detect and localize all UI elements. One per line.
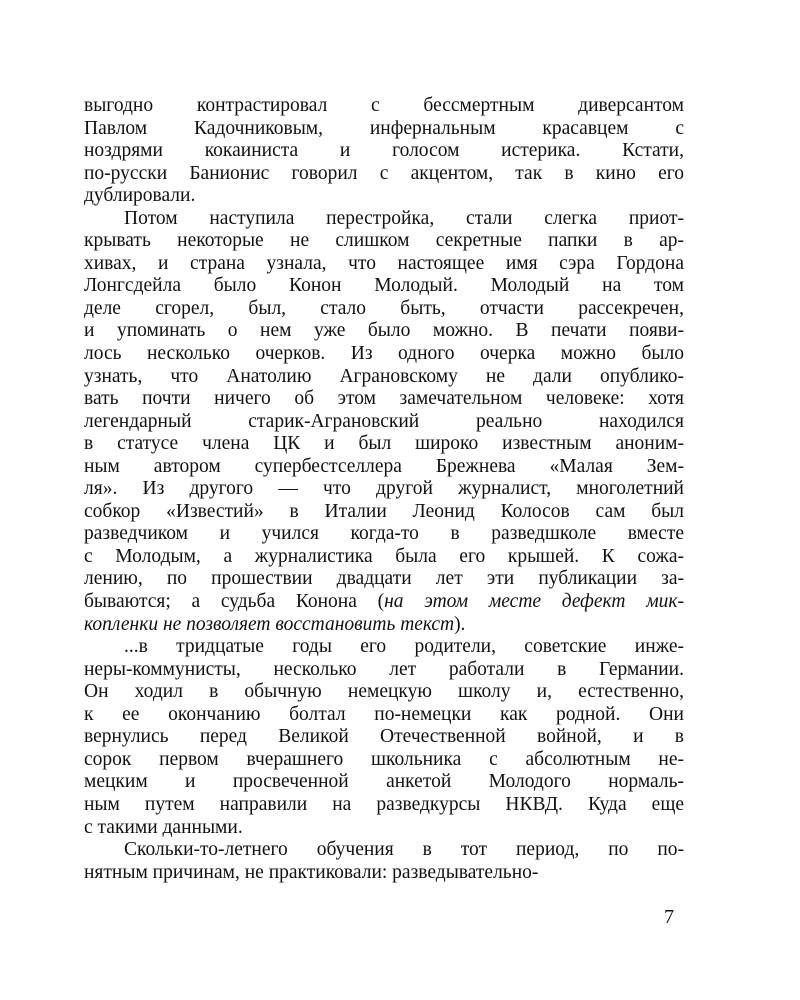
text-segment: узнать, что Анатолию Аграновскому не дали опублико- [84,365,684,387]
text-segment: разведчиком и учился когда-то в разведшколе вместе [84,523,684,545]
text-segment: Скольки-то-летнего обучения в тот период, по по- [124,839,684,861]
text-line [84,704,684,727]
text-line [84,253,684,276]
text-segment: дублировали. [84,185,196,207]
text-line [84,208,684,231]
text-line [84,230,684,253]
text-segment: бываются; а судьба Конона ( [84,591,385,613]
text-line [84,546,684,569]
text-line [84,163,684,186]
text-segment: в статусе члена ЦК и был широко известным аноним- [84,433,684,455]
text-segment: Он ходил в обычную немецкую школу и, естественно, [84,681,684,703]
text-segment: с такими данными. [84,816,243,838]
text-line [84,523,684,546]
text-segment: с Молодым, а журналистика была его крышей. К сожа- [84,545,684,567]
text-segment: нятным причинам, не практиковали: разведывательно- [84,861,539,883]
text-segment: Потом наступила перестройка, стали слегка приот- [124,207,684,229]
text-segment: лось несколько очерков. Из одного очерка можно было [84,343,684,365]
text-segment: собкор «Известий» в Италии Леонид Колосов сам был [84,500,684,522]
text-line [84,118,684,141]
text-line [84,591,684,614]
text-line [84,185,684,208]
text-line [84,659,684,682]
text-segment: ноздрями кокаиниста и голосом истерика. Кстати, [84,140,684,162]
text-segment: Лонгсдейла было Конон Молодый. Молодый на том [84,275,684,297]
page-number: 7 [664,906,674,928]
text-segment: сорок первом вчерашнего школьника с абсолютным не- [84,748,684,770]
text-segment: Павлом Кадочниковым, инфернальным красавцем с [84,117,684,139]
body-text [84,95,684,884]
text-line [84,478,684,501]
text-line [84,140,684,163]
text-line [84,366,684,389]
italic-text-segment: на этом месте дефект мик- [384,591,685,613]
text-line [84,614,684,637]
text-line [84,275,684,298]
text-segment: крывать некоторые не слишком секретные папки в ар- [84,230,684,252]
text-line [84,95,684,118]
text-segment: мецким и просвеченной анкетой Молодого нормаль- [84,771,684,793]
text-segment: к ее окончанию болтал по-немецки как родной. Они [84,703,684,725]
text-segment: по-русски Банионис говорил с акцентом, так в кино его [84,162,684,184]
text-line [84,456,684,479]
text-segment: ля». Из другого — что другой журналист, многолетний [84,478,684,500]
text-line [84,749,684,772]
text-segment: и упоминать о нем уже было можно. В печати появи- [84,320,684,342]
text-segment: вернулись перед Великой Отечественной войной, и в [84,726,684,748]
text-line [84,726,684,749]
text-line [84,298,684,321]
text-segment: неры-коммунисты, несколько лет работали в Германии. [84,658,684,680]
text-line [84,501,684,524]
text-line [84,636,684,659]
text-line [84,681,684,704]
text-segment: лению, по прошествии двадцати лет эти публикации за- [84,568,684,590]
text-line [84,433,684,456]
text-segment: ...в тридцатые годы его родители, советские инже- [124,636,684,658]
text-line [84,817,684,840]
text-line [84,771,684,794]
text-segment: хивах, и страна узнала, что настоящее имя сэра Гордона [84,252,684,274]
text-segment: деле сгорел, был, стало быть, отчасти рассекречен, [84,297,684,319]
text-line [84,320,684,343]
text-segment: ным путем направили на разведкурсы НКВД. Куда еще [84,793,684,815]
text-line [84,568,684,591]
text-segment: выгодно контрастировал с бессмертным диверсантом [84,95,684,116]
text-segment: ). [454,613,466,635]
text-segment: вать почти ничего об этом замечательном человеке: хотя [84,388,684,410]
text-segment: ным автором супербестселлера Брежнева «Малая Зем- [84,455,684,477]
text-line [84,343,684,366]
text-line [84,862,684,885]
text-line [84,411,684,434]
text-line [84,388,684,411]
text-line [84,839,684,862]
text-segment: легендарный старик-Аграновский реально находился [84,410,684,432]
italic-text-segment: копленки не позволяет восстановить текст [84,613,455,635]
text-line [84,794,684,817]
